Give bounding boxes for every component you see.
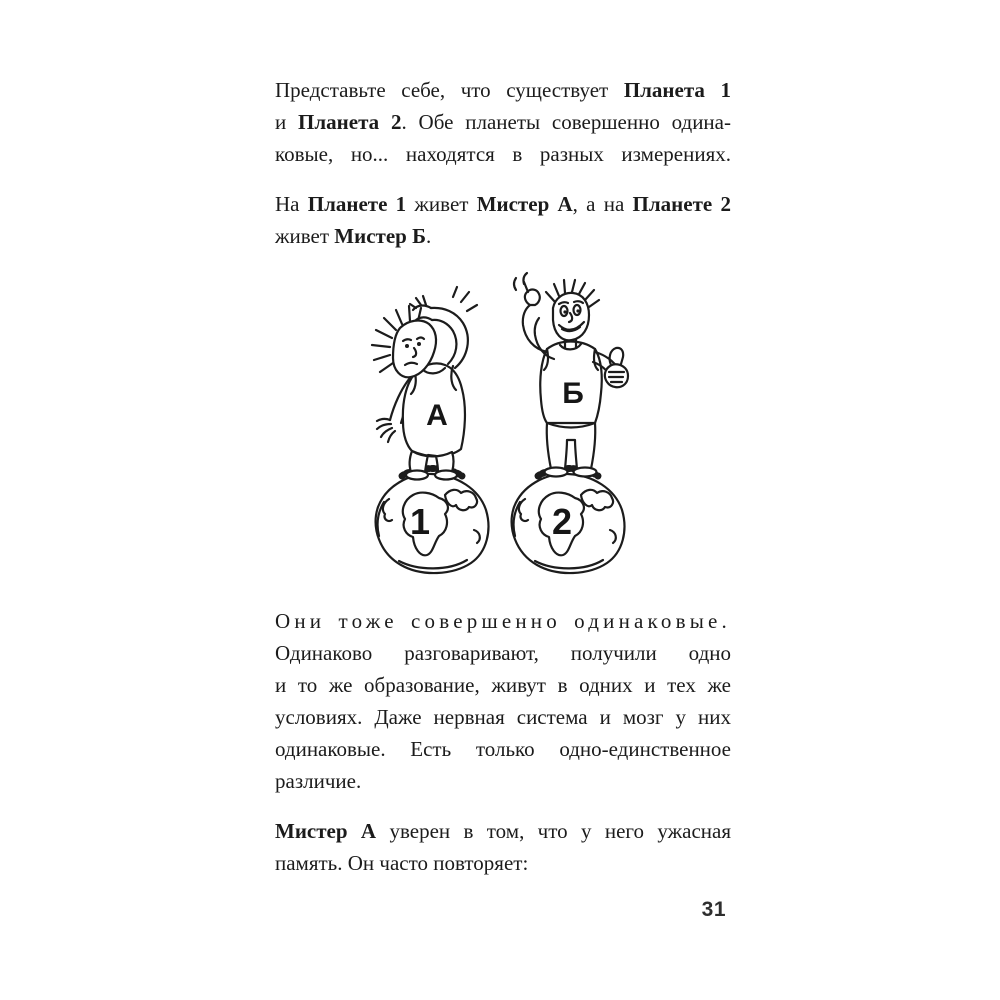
text-line: различие. (275, 769, 362, 793)
page-number: 31 (701, 898, 726, 921)
text-line: Представьте себе, что существует Планета 1 (275, 78, 732, 102)
text-flow-bottom (275, 605, 731, 879)
paragraph (275, 74, 731, 170)
text-line: ковые, но... находятся в разных измерениях. (275, 142, 731, 166)
text-line: условиях. Даже нервная система и мозг у них (275, 705, 731, 729)
book-page (275, 74, 731, 926)
text-line: и Планета 2. Обе планеты совершенно одина- (275, 110, 731, 134)
paragraph (275, 605, 731, 797)
paragraph (275, 188, 731, 252)
text-line: одинаковые. Есть только одно-единственное (275, 737, 731, 761)
text-line: Они тоже совершенно одинаковые. (275, 609, 731, 633)
mister-a-shirt-label: А (426, 399, 448, 432)
mister-b-shirt-label: Б (562, 377, 584, 410)
mister-a-figure (372, 287, 477, 480)
text-line: и то же образование, живут в одних и тех же (275, 673, 731, 697)
paragraph (275, 815, 731, 879)
planets-illustration (358, 262, 648, 587)
mister-b-figure (514, 273, 628, 477)
globe-1-label: 1 (409, 501, 431, 542)
text-line: живет Мистер Б. (275, 224, 432, 248)
text-line: На Планете 1 живет Мистер А, а на Планете 2 (275, 192, 731, 216)
globe-2 (512, 469, 625, 574)
text-line: Одинаково разговаривают, получили одно (275, 641, 731, 665)
globe-2-label: 2 (551, 501, 573, 542)
text-line: память. Он часто повторяет: (275, 851, 529, 875)
globe-1 (410, 501, 430, 542)
text-line: Мистер А уверен в том, что у него ужасная (275, 819, 731, 843)
text-flow-top (275, 74, 731, 252)
